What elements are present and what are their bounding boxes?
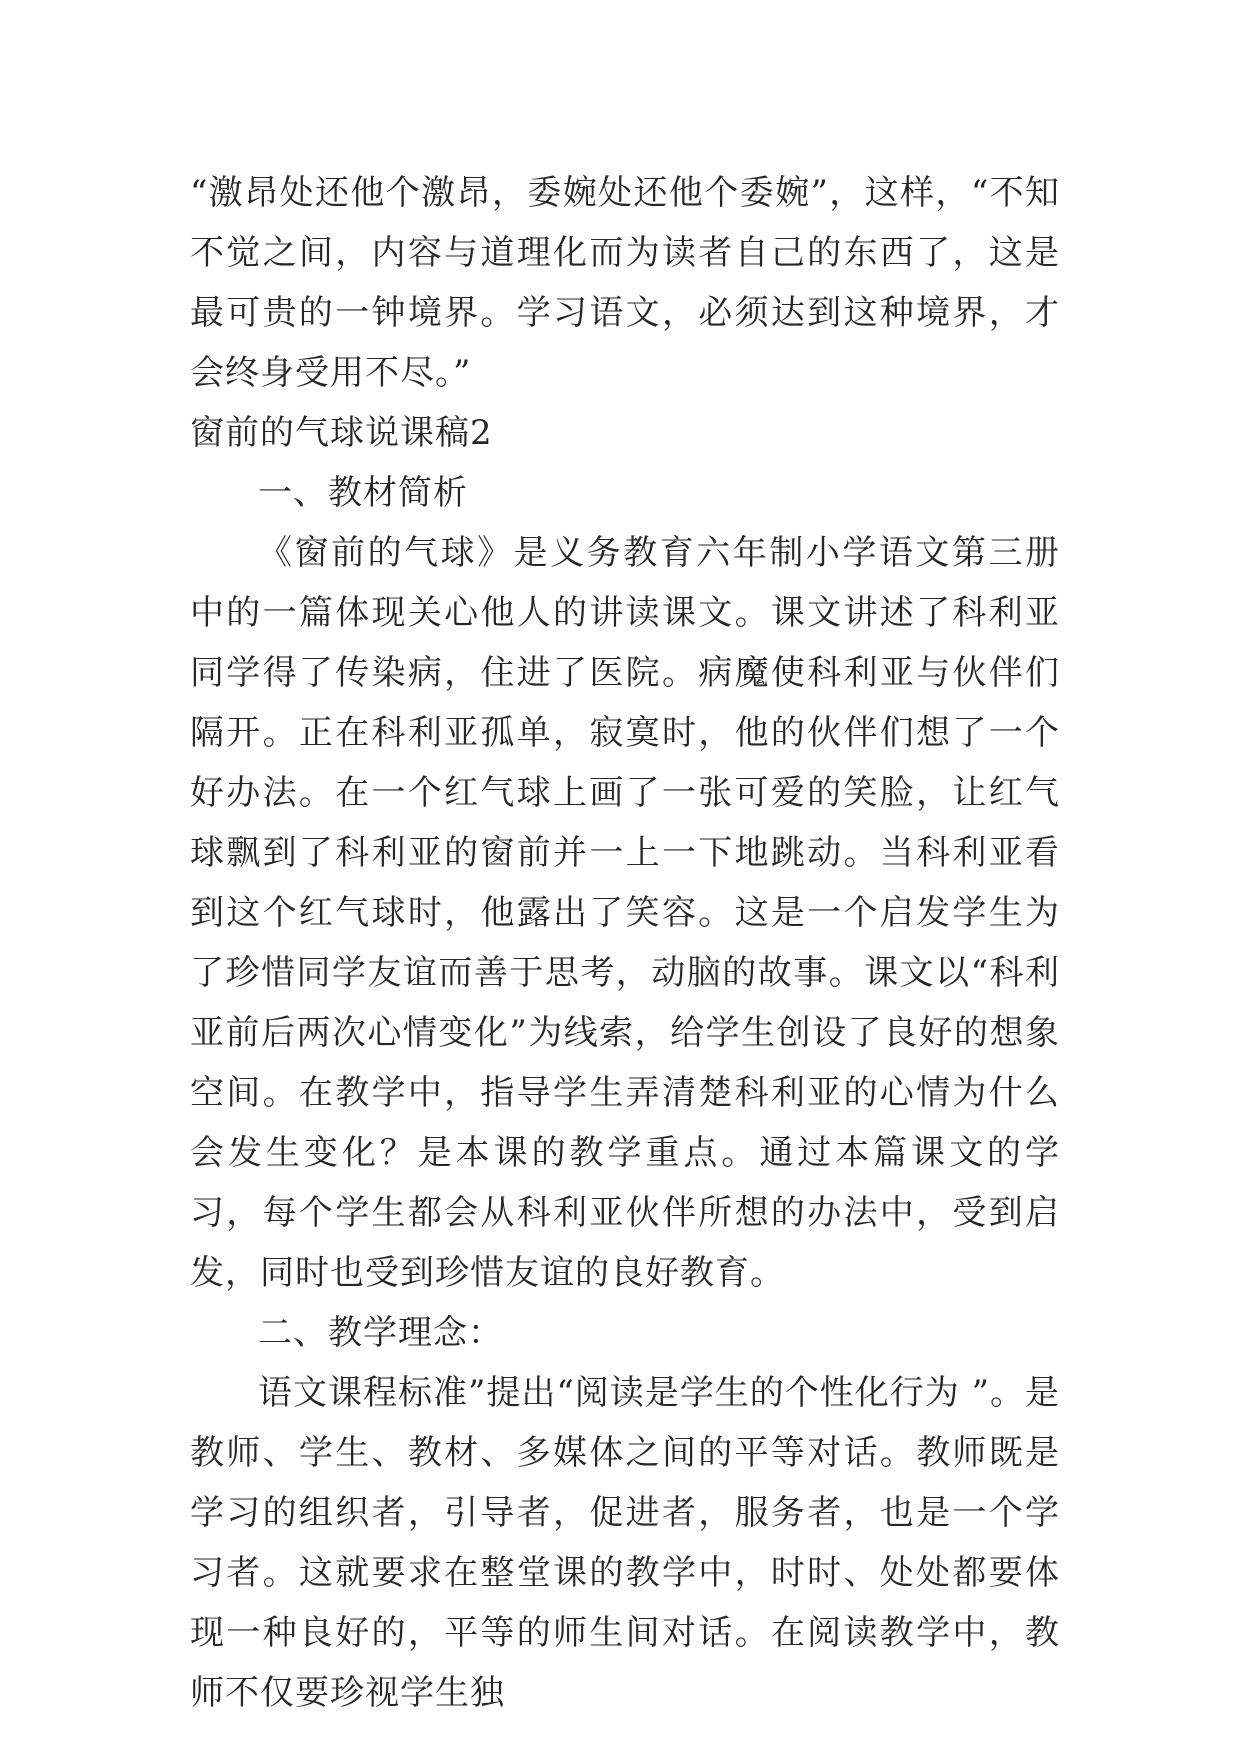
paragraph-teaching-philosophy: 语文课程标准”提出“阅读是学生的个性化行为 ”。是教师、学生、教材、多媒体之间的平等对话。教师既是学习的组织者，引导者，促进者，服务者，也是一个学习者。这就要求在整堂课的教学中，时时、处处都要体现一种良好的，平等的师生间对话。在阅读教学中，教师不仅要珍视学生独 bbox=[190, 1373, 1060, 1713]
heading-teaching-philosophy: 二、教学理念： bbox=[258, 1313, 503, 1353]
heading-textbook-analysis: 一、教材简析 bbox=[258, 473, 468, 513]
section-title: 窗前的气球说课稿2 bbox=[190, 413, 493, 453]
document-body bbox=[190, 163, 1060, 1723]
paragraph-quote-ending: “激昂处还他个激昂，委婉处还他个委婉”，这样，“不知不觉之间，内容与道理化而为读者自己的东西了，这是最可贵的一钟境界。学习语文，必须达到这种境界，才会终身受用不尽。” bbox=[190, 173, 1060, 393]
paragraph-textbook-analysis: 《窗前的气球》是义务教育六年制小学语文第三册中的一篇体现关心他人的讲读课文。课文讲述了科利亚同学得了传染病，住进了医院。病魔使科利亚与伙伴们隔开。正在科利亚孤单，寂寞时，他的伙伴们想了一个好办法。在一个红气球上画了一张可爱的笑脸，让红气球飘到了科利亚的窗前并一上一下地跳动。当科利亚看到这个红气球时，他露出了笑容。这是一个启发学生为了珍惜同学友谊而善于思考，动脑的故事。课文以“科利亚前后两次心情变化”为线索，给学生创设了良好的想象空间。在教学中，指导学生弄清楚科利亚的心情为什么会发生变化？是本课的教学重点。通过本篇课文的学习，每个学生都会从科利亚伙伴所想的办法中，受到启发，同时也受到珍惜友谊的良好教育。 bbox=[190, 533, 1060, 1293]
